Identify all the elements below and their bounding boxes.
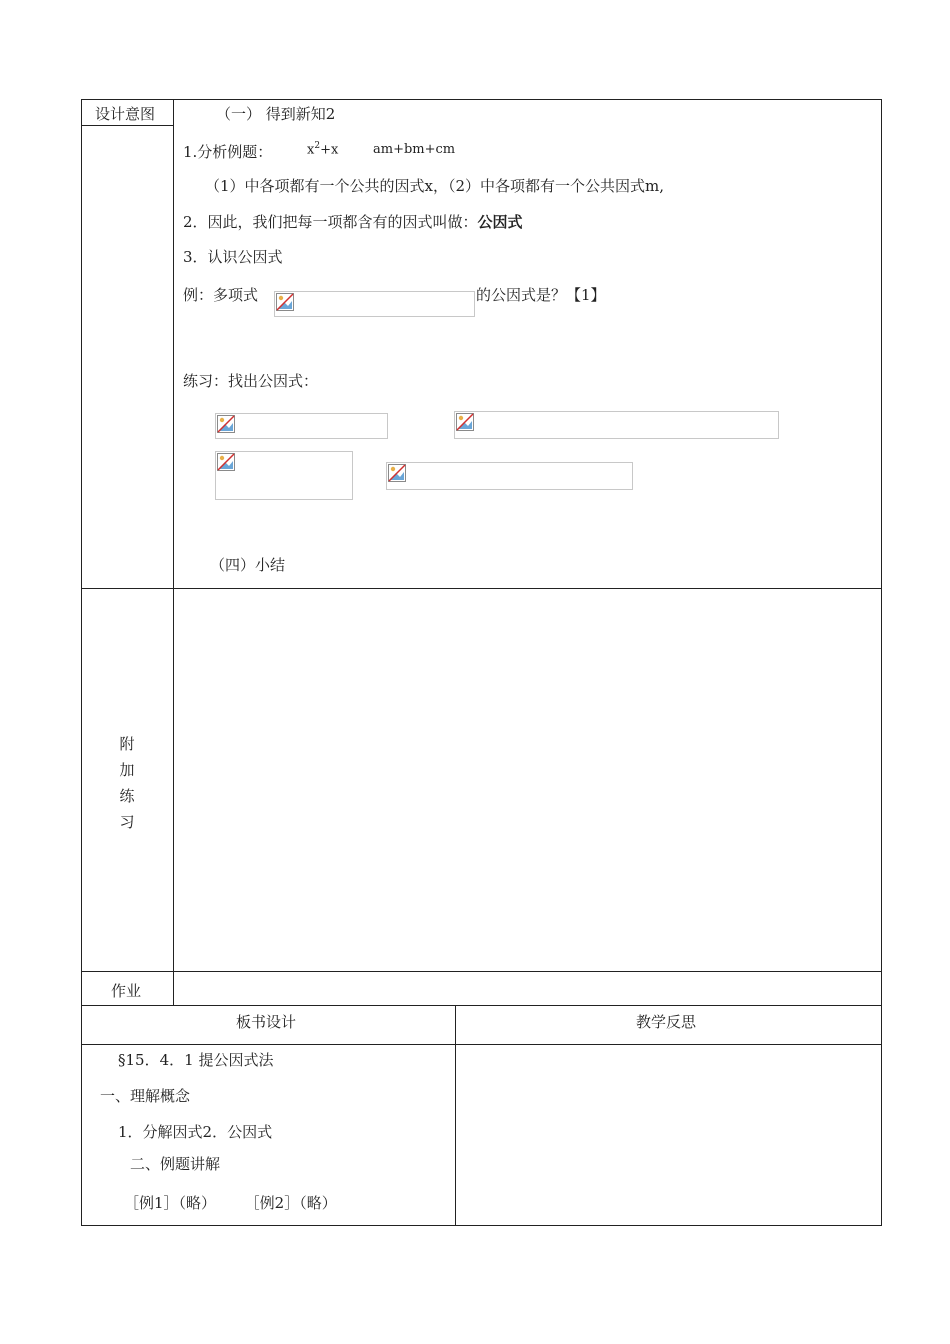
label-char-1: 附 (119, 735, 135, 753)
header-row-divider (81, 125, 173, 126)
label-char-4: 习 (119, 813, 135, 831)
table-border-left (81, 99, 82, 1226)
label-char-2: 加 (119, 761, 135, 779)
broken-image-icon (217, 415, 235, 433)
expr1-base: x (307, 142, 315, 158)
table-border-bottom (81, 1225, 882, 1226)
row2-bottom (81, 971, 882, 972)
expr1-rest: +x (320, 142, 339, 158)
expression-2: am+bm+cm (373, 142, 456, 157)
board-line-2: 1．分解因式2．公因式 (118, 1123, 273, 1141)
example-formula-image (274, 291, 475, 317)
broken-image-icon (388, 464, 406, 482)
additional-practice-label (112, 731, 142, 835)
label-column-divider (173, 99, 174, 1006)
broken-image-icon (456, 413, 474, 431)
board-line-3: 二、例题讲解 (130, 1155, 221, 1173)
definition-term: 公因式 (477, 213, 523, 231)
broken-image-icon (217, 453, 235, 471)
example-prefix: 例：多项式 (183, 286, 259, 304)
example-suffix: 的公因式是？【1】 (476, 286, 606, 304)
definition-line (183, 211, 523, 232)
summary-heading: （四）小结 (210, 556, 286, 574)
board-design-header: 板书设计 (236, 1013, 297, 1031)
table-border-top (81, 99, 882, 100)
section-heading: （一） 得到新知2 (216, 105, 336, 123)
row1-bottom (81, 588, 882, 589)
design-intent-label: 设计意图 (95, 105, 156, 123)
board-reflection-divider (455, 1005, 456, 1226)
practice-image-4 (386, 462, 633, 490)
analysis-label: 1.分析例题： (183, 143, 273, 161)
teaching-reflection-header: 教学反思 (636, 1013, 697, 1031)
label-char-3: 练 (119, 787, 135, 805)
practice-image-1 (215, 413, 388, 439)
common-factor-note: （1）中各项都有一个公共的因式x，（2）中各项都有一个公共因式m, (205, 177, 665, 195)
practice-image-3 (215, 451, 353, 500)
board-line-4: ［例1］（略） ［例2］（略） (124, 1194, 337, 1212)
row3-bottom (81, 1005, 882, 1006)
expr1-exponent: 2 (314, 141, 321, 151)
practice-image-2 (454, 411, 779, 439)
row4-bottom (81, 1044, 882, 1045)
expression-1 (307, 141, 338, 157)
board-line-1: 一、理解概念 (100, 1087, 191, 1105)
broken-image-icon (276, 293, 294, 311)
table-border-right (881, 99, 882, 1226)
board-title: §15．4．1 提公因式法 (118, 1051, 274, 1069)
definition-prefix: 2．因此，我们把每一项都含有的因式叫做： (183, 213, 478, 231)
point-3: 3．认识公因式 (183, 248, 283, 266)
practice-label: 练习：找出公因式： (183, 372, 319, 390)
homework-label: 作业 (111, 982, 142, 1000)
